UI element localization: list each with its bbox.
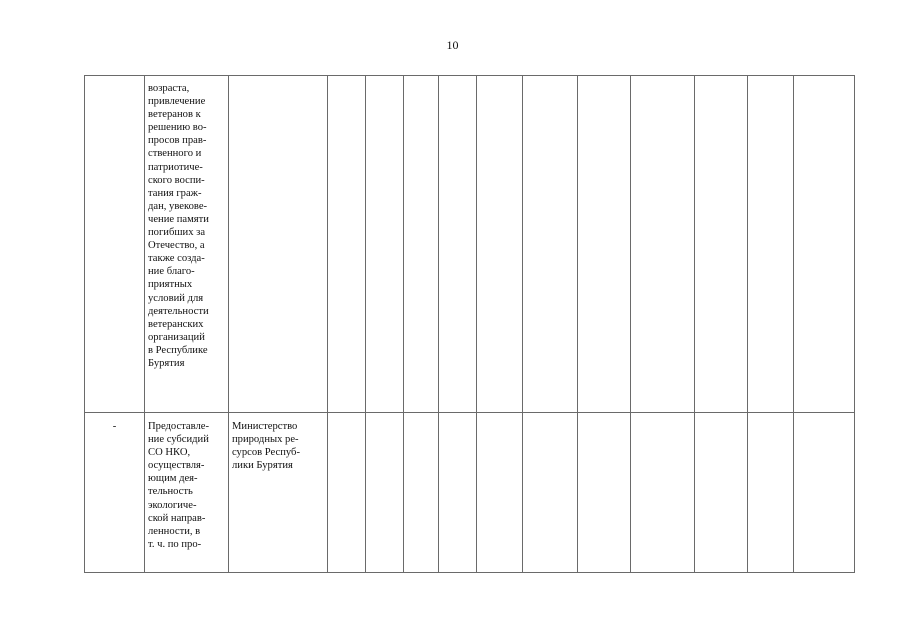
empty-cell	[439, 76, 477, 413]
activity-description-cell: Предоставле- ние субсидий СО НКО, осуществля- ющим дея- тельность экологиче- ской направ- ленности, в т. ч. по про-	[145, 413, 229, 573]
table-row	[85, 413, 855, 573]
empty-cell	[578, 413, 631, 573]
empty-cell	[794, 76, 855, 413]
empty-cell	[523, 413, 578, 573]
empty-cell	[477, 413, 523, 573]
empty-cell	[366, 76, 404, 413]
empty-cell	[578, 76, 631, 413]
empty-cell	[695, 413, 748, 573]
empty-cell	[366, 413, 404, 573]
empty-cell	[748, 413, 794, 573]
empty-cell	[328, 413, 366, 573]
page-number: 10	[446, 38, 459, 52]
empty-cell	[523, 76, 578, 413]
empty-cell	[477, 76, 523, 413]
empty-cell	[631, 76, 695, 413]
activity-description-cell: возраста, привлечение ветеранов к решению во- просов прав- ственного и патриотиче- ского воспи- тания граж- дан, увекове- чение памяти погибших за Отечество, а также созда- ние благо- приятных условий для деятельности ветеранских организаций в Республике Бурятия	[145, 76, 229, 413]
row-number-cell: -	[85, 413, 145, 573]
program-table	[84, 75, 855, 573]
empty-cell	[748, 76, 794, 413]
empty-cell	[328, 76, 366, 413]
empty-cell	[439, 413, 477, 573]
empty-cell	[794, 413, 855, 573]
empty-cell	[404, 413, 439, 573]
row-number-cell	[85, 76, 145, 413]
table-row	[85, 76, 855, 413]
responsible-organization-cell: Министерство природных ре- сурсов Респуб- лики Бурятия	[229, 413, 328, 573]
empty-cell	[695, 76, 748, 413]
empty-cell	[404, 76, 439, 413]
responsible-organization-cell	[229, 76, 328, 413]
empty-cell	[631, 413, 695, 573]
